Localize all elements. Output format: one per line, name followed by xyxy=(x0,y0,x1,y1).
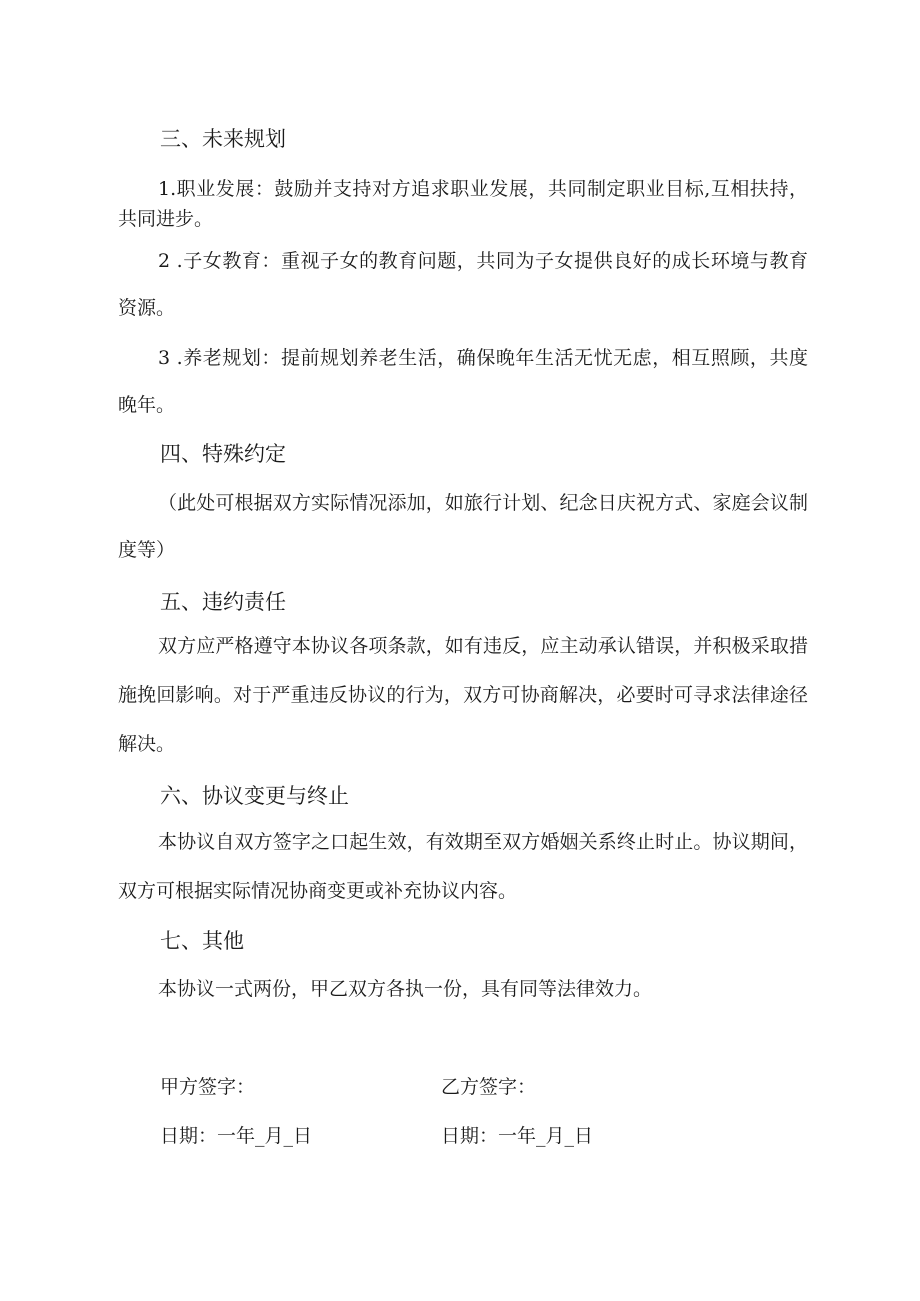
party-a-date-label: 日期：一年_月_日 xyxy=(160,1125,313,1147)
other-text: 本协议一式两份，甲乙双方各执一份，具有同等法律效力。 xyxy=(158,978,653,1000)
future-plan-item-1: 1.职业发展：鼓励并支持对方追求职业发展，共同制定职业目标,互相扶持，共同进步。 xyxy=(118,178,808,230)
section-heading-future-plan: 三、未来规划 xyxy=(160,127,286,151)
party-b-date-label: 日期：一年_月_日 xyxy=(441,1125,594,1147)
future-plan-item-2: 2 .子女教育：重视子女的教育问题，共同为子女提供良好的成长环境与教育资源。 xyxy=(118,250,808,319)
change-text: 本协议自双方签字之口起生效，有效期至双方婚姻关系终止时止。协议期间，双方可根据实际情况协商变更或补充协议内容。 xyxy=(118,831,808,902)
section-heading-liability: 五、违约责任 xyxy=(160,590,286,614)
section-heading-change: 六、协议变更与终止 xyxy=(160,784,349,808)
section-heading-other: 七、其他 xyxy=(160,929,244,953)
section-heading-special: 四、特殊约定 xyxy=(160,442,286,466)
party-a-signature-label: 甲方签字： xyxy=(160,1076,256,1098)
future-plan-item-3: 3 .养老规划：提前规划养老生活，确保晚年生活无忧无虑，相互照顾，共度晚年。 xyxy=(118,347,808,416)
party-b-signature-label: 乙方签字： xyxy=(441,1076,537,1098)
special-text: （此处可根据双方实际情况添加，如旅行计划、纪念日庆祝方式、家庭会议制度等） xyxy=(118,492,808,561)
liability-text: 双方应严格遵守本协议各项条款，如有违反，应主动承认错误，并积极采取措施挽回影响。对于严重违反协议的行为，双方可协商解决，必要时可寻求法律途径解决。 xyxy=(118,635,808,755)
